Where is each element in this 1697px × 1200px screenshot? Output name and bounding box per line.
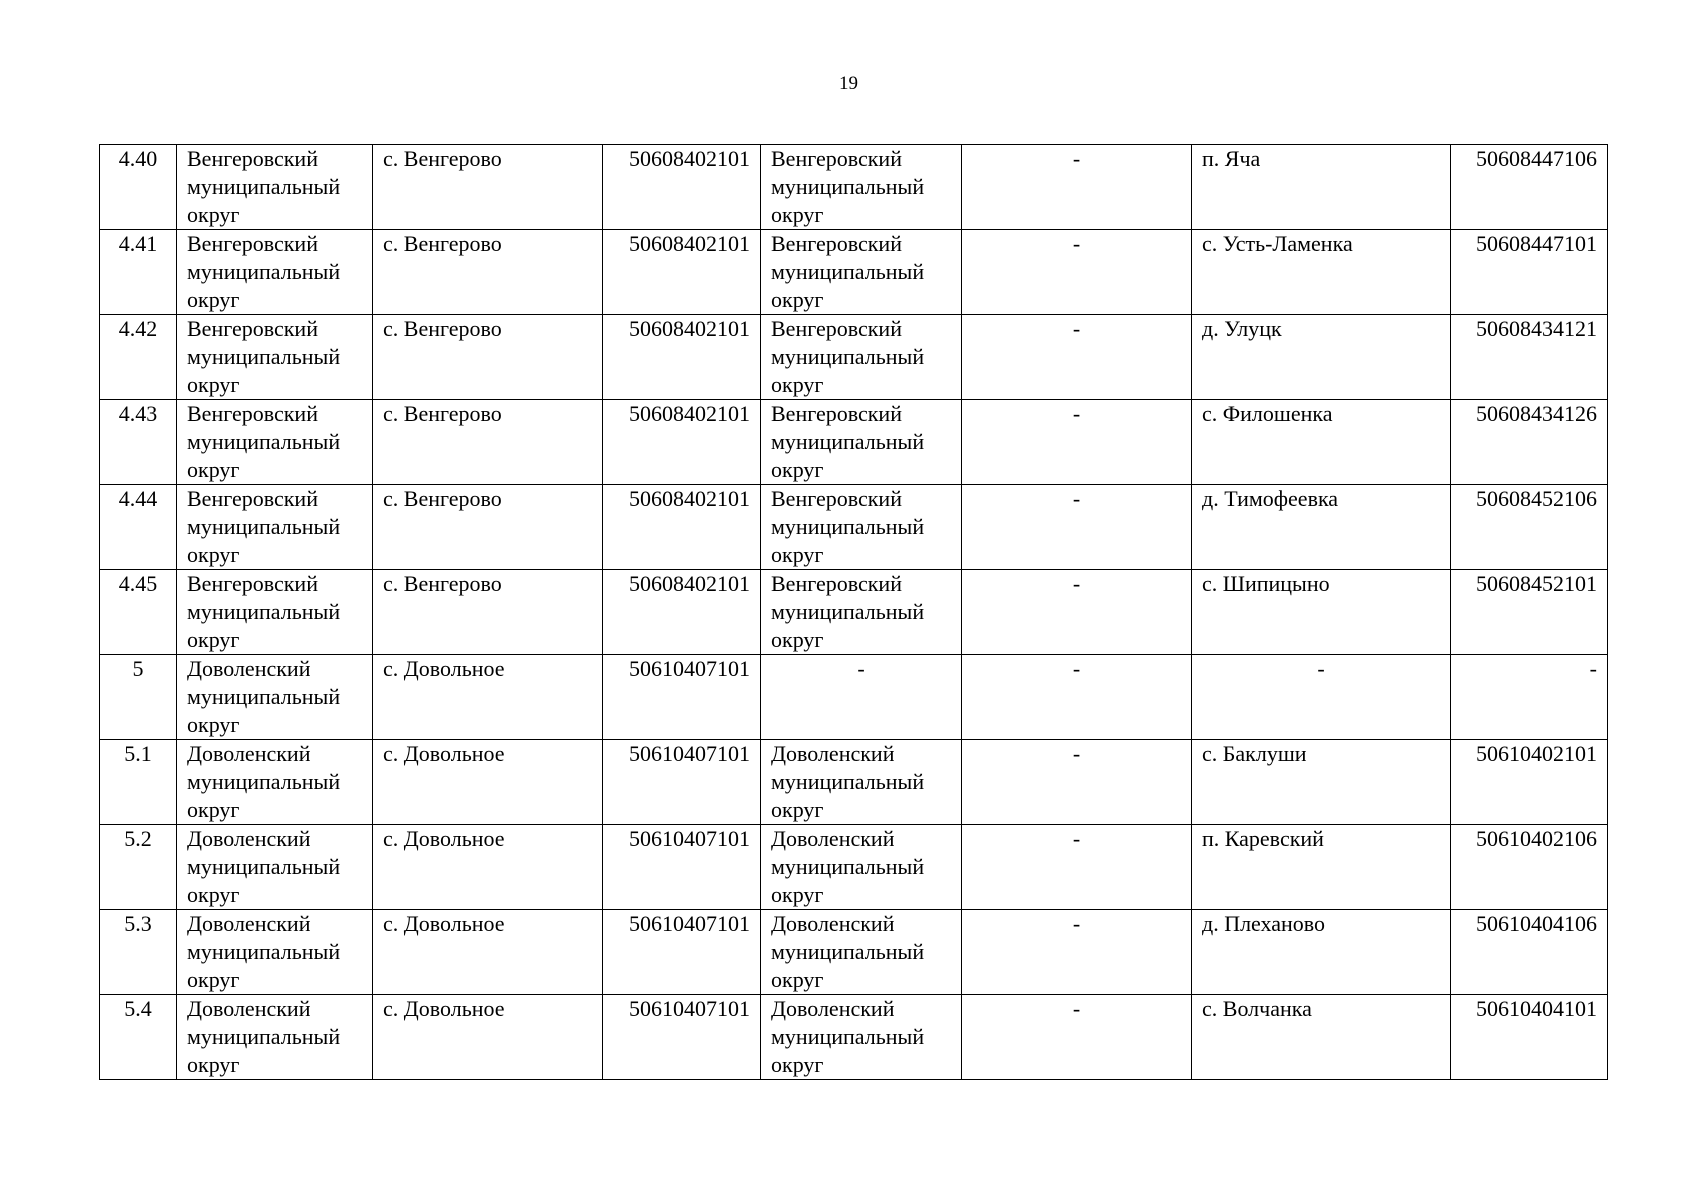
district-cell: Венгеровский муниципальный округ bbox=[177, 145, 373, 230]
settlement-code-cell: 50608447101 bbox=[1451, 230, 1608, 315]
row-number-cell: 4.45 bbox=[100, 570, 177, 655]
municipality-cell: Венгеровский муниципальный округ bbox=[761, 570, 962, 655]
municipality-cell: Венгеровский муниципальный округ bbox=[761, 485, 962, 570]
center-cell: с. Венгерово bbox=[373, 145, 603, 230]
row-number-cell: 5.1 bbox=[100, 740, 177, 825]
district-cell: Венгеровский муниципальный округ bbox=[177, 400, 373, 485]
row-number-cell: 5.4 bbox=[100, 995, 177, 1080]
table-row bbox=[100, 825, 1608, 910]
center-cell: с. Венгерово bbox=[373, 230, 603, 315]
center-cell: с. Довольное bbox=[373, 910, 603, 995]
table-body bbox=[100, 145, 1608, 1080]
settlement-code-cell: 50608452106 bbox=[1451, 485, 1608, 570]
dash-cell: - bbox=[962, 995, 1192, 1080]
center-cell: с. Довольное bbox=[373, 825, 603, 910]
settlement-code-cell: 50608447106 bbox=[1451, 145, 1608, 230]
table-row bbox=[100, 910, 1608, 995]
district-cell: Доволенский муниципальный округ bbox=[177, 655, 373, 740]
settlement-cell: д. Тимофеевка bbox=[1192, 485, 1451, 570]
center-code-cell: 50610407101 bbox=[603, 655, 761, 740]
center-code-cell: 50610407101 bbox=[603, 825, 761, 910]
table-row bbox=[100, 315, 1608, 400]
district-cell: Венгеровский муниципальный округ bbox=[177, 315, 373, 400]
center-cell: с. Венгерово bbox=[373, 485, 603, 570]
row-number-cell: 4.42 bbox=[100, 315, 177, 400]
table-row bbox=[100, 400, 1608, 485]
settlements-table bbox=[99, 144, 1608, 1080]
center-cell: с. Венгерово bbox=[373, 315, 603, 400]
page-number: 19 bbox=[839, 73, 858, 94]
dash-cell: - bbox=[962, 740, 1192, 825]
center-code-cell: 50608402101 bbox=[603, 485, 761, 570]
settlement-cell: с. Баклуши bbox=[1192, 740, 1451, 825]
row-number-cell: 4.44 bbox=[100, 485, 177, 570]
settlement-code-cell: 50608434121 bbox=[1451, 315, 1608, 400]
row-number-cell: 5 bbox=[100, 655, 177, 740]
table-row bbox=[100, 740, 1608, 825]
center-cell: с. Венгерово bbox=[373, 400, 603, 485]
dash-cell: - bbox=[962, 315, 1192, 400]
settlement-code-cell: 50610404101 bbox=[1451, 995, 1608, 1080]
municipality-cell: Венгеровский муниципальный округ bbox=[761, 315, 962, 400]
district-cell: Доволенский муниципальный округ bbox=[177, 825, 373, 910]
dash-cell: - bbox=[962, 570, 1192, 655]
row-number-cell: 4.41 bbox=[100, 230, 177, 315]
municipality-cell: Венгеровский муниципальный округ bbox=[761, 145, 962, 230]
municipality-cell: Венгеровский муниципальный округ bbox=[761, 400, 962, 485]
row-number-cell: 4.40 bbox=[100, 145, 177, 230]
settlement-cell: п. Каревский bbox=[1192, 825, 1451, 910]
center-code-cell: 50608402101 bbox=[603, 315, 761, 400]
dash-cell: - bbox=[962, 230, 1192, 315]
center-cell: с. Довольное bbox=[373, 995, 603, 1080]
settlement-code-cell: 50608452101 bbox=[1451, 570, 1608, 655]
center-code-cell: 50610407101 bbox=[603, 995, 761, 1080]
district-cell: Доволенский муниципальный округ bbox=[177, 910, 373, 995]
settlement-code-cell: 50610402106 bbox=[1451, 825, 1608, 910]
table-row bbox=[100, 485, 1608, 570]
settlement-code-cell: 50610402101 bbox=[1451, 740, 1608, 825]
district-cell: Венгеровский муниципальный округ bbox=[177, 570, 373, 655]
district-cell: Венгеровский муниципальный округ bbox=[177, 485, 373, 570]
district-cell: Доволенский муниципальный округ bbox=[177, 740, 373, 825]
row-number-cell: 4.43 bbox=[100, 400, 177, 485]
table-row bbox=[100, 995, 1608, 1080]
center-cell: с. Довольное bbox=[373, 655, 603, 740]
center-code-cell: 50610407101 bbox=[603, 910, 761, 995]
dash-cell: - bbox=[962, 655, 1192, 740]
settlement-cell: д. Улуцк bbox=[1192, 315, 1451, 400]
dash-cell: - bbox=[962, 910, 1192, 995]
center-cell: с. Довольное bbox=[373, 740, 603, 825]
table-row bbox=[100, 655, 1608, 740]
dash-cell: - bbox=[962, 400, 1192, 485]
center-cell: с. Венгерово bbox=[373, 570, 603, 655]
row-number-cell: 5.2 bbox=[100, 825, 177, 910]
municipality-cell: Доволенский муниципальный округ bbox=[761, 740, 962, 825]
dash-cell: - bbox=[962, 825, 1192, 910]
row-number-cell: 5.3 bbox=[100, 910, 177, 995]
settlement-cell: - bbox=[1192, 655, 1451, 740]
center-code-cell: 50608402101 bbox=[603, 400, 761, 485]
dash-cell: - bbox=[962, 485, 1192, 570]
municipality-cell: - bbox=[761, 655, 962, 740]
district-cell: Венгеровский муниципальный округ bbox=[177, 230, 373, 315]
center-code-cell: 50608402101 bbox=[603, 145, 761, 230]
dash-cell: - bbox=[962, 145, 1192, 230]
settlement-cell: с. Волчанка bbox=[1192, 995, 1451, 1080]
settlement-code-cell: 50608434126 bbox=[1451, 400, 1608, 485]
district-cell: Доволенский муниципальный округ bbox=[177, 995, 373, 1080]
table-row bbox=[100, 230, 1608, 315]
settlement-cell: с. Филошенка bbox=[1192, 400, 1451, 485]
settlement-code-cell: 50610404106 bbox=[1451, 910, 1608, 995]
settlement-cell: п. Яча bbox=[1192, 145, 1451, 230]
table-row bbox=[100, 145, 1608, 230]
settlement-cell: с. Усть-Ламенка bbox=[1192, 230, 1451, 315]
settlement-cell: д. Плеханово bbox=[1192, 910, 1451, 995]
table-row bbox=[100, 570, 1608, 655]
center-code-cell: 50608402101 bbox=[603, 230, 761, 315]
center-code-cell: 50610407101 bbox=[603, 740, 761, 825]
municipality-cell: Венгеровский муниципальный округ bbox=[761, 230, 962, 315]
settlement-cell: с. Шипицыно bbox=[1192, 570, 1451, 655]
municipality-cell: Доволенский муниципальный округ bbox=[761, 910, 962, 995]
municipality-cell: Доволенский муниципальный округ bbox=[761, 825, 962, 910]
municipality-cell: Доволенский муниципальный округ bbox=[761, 995, 962, 1080]
center-code-cell: 50608402101 bbox=[603, 570, 761, 655]
settlement-code-cell: - bbox=[1451, 655, 1608, 740]
